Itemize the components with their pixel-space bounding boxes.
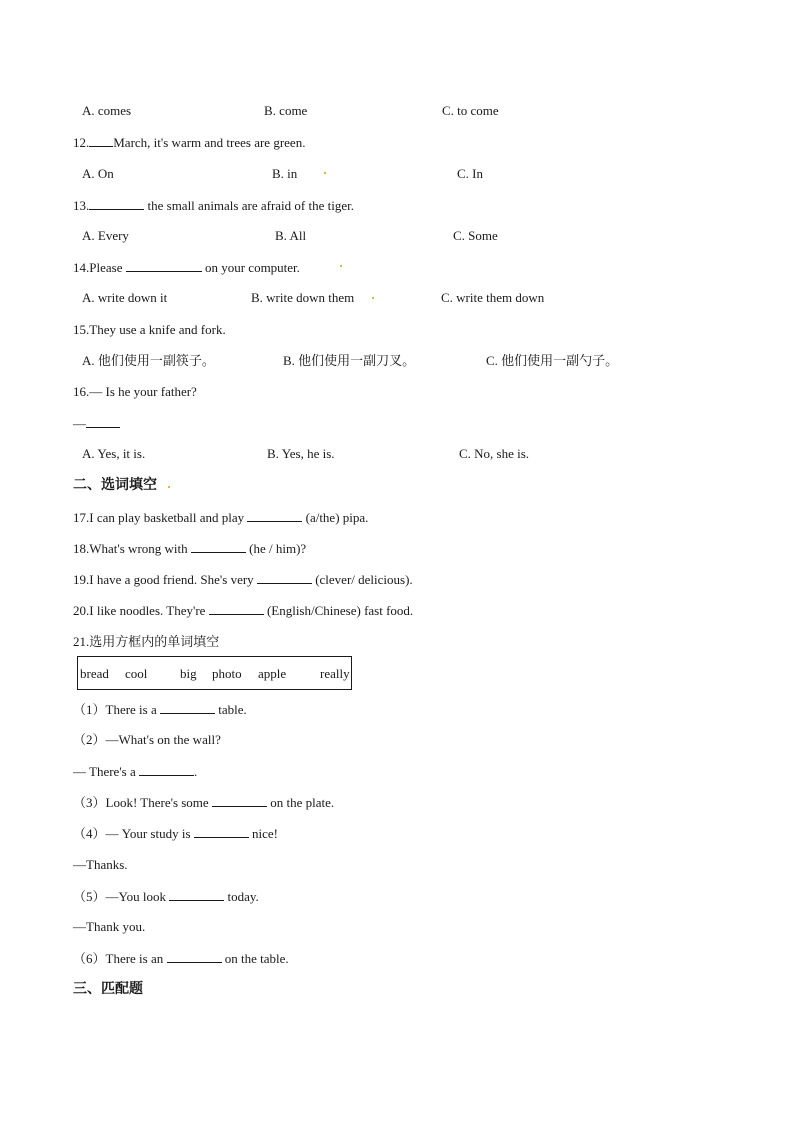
q19-question [73, 571, 413, 588]
q19-blank[interactable] [257, 571, 312, 584]
q20-prefix: 20.I like noodles. They're [73, 603, 209, 618]
q16-option-b: B. Yes, he is. [267, 446, 335, 461]
word-big: big [180, 666, 197, 681]
q12-options [82, 166, 722, 182]
q16-question: 16.— Is he your father? [73, 384, 197, 399]
q14-option-b: B. write down them [251, 290, 355, 305]
q13-option-b: B. All [275, 228, 307, 243]
q20-suffix: (English/Chinese) fast food. [263, 603, 414, 618]
q21-sub6-prefix: （6）There is an [73, 951, 167, 966]
q17-prefix: 17.I can play basketball and play [73, 510, 248, 525]
q11-option-c: C. to come [442, 103, 499, 118]
q19-suffix: (clever/ delicious). [311, 572, 413, 587]
q17-blank[interactable] [247, 509, 302, 522]
q15-options [82, 353, 722, 369]
q15-option-a: A. 他们使用一副筷子。 [82, 353, 215, 368]
q21-sub3-blank[interactable] [212, 794, 267, 807]
q16-answer-line [73, 415, 120, 432]
q18-prefix: 18.What's wrong with [73, 541, 191, 556]
q21-sub6-suffix: on the table. [221, 951, 289, 966]
q21-sub6-blank[interactable] [167, 950, 222, 963]
q21-sub1 [73, 701, 247, 718]
word-really: really [320, 666, 350, 681]
q21-sub1-prefix: （1）There is a [73, 702, 161, 717]
q21-sub1-blank[interactable] [160, 701, 215, 714]
q11-options [82, 103, 722, 119]
q18-question [73, 540, 306, 557]
q12-text: March, it's warm and trees are green. [113, 135, 306, 150]
q21-sub5-suffix: today. [224, 889, 259, 904]
q16-answer-dash: — [73, 416, 86, 431]
yellow-dot-mark [168, 486, 170, 488]
word-box [77, 656, 352, 690]
q16-options [82, 446, 722, 462]
q21-sub5-reply: —Thank you. [73, 919, 146, 934]
q16-option-a: A. Yes, it is. [82, 446, 146, 461]
q14-options [82, 290, 722, 306]
q14-option-c: C. write them down [441, 290, 545, 305]
word-cool: cool [125, 666, 148, 681]
q21-sub4-suffix: nice! [248, 826, 278, 841]
q16-blank[interactable] [86, 415, 120, 428]
yellow-dot-mark [372, 297, 374, 299]
q21-sub1-suffix: table. [215, 702, 247, 717]
q12-blank[interactable] [89, 134, 113, 147]
q14-blank[interactable] [126, 259, 202, 272]
q15-option-b: B. 他们使用一副刀叉。 [283, 353, 416, 368]
q13-options [82, 228, 722, 244]
word-photo: photo [212, 666, 242, 681]
word-bread: bread [80, 666, 109, 681]
q14-prefix: 14.Please [73, 260, 126, 275]
q13-option-a: A. Every [82, 228, 129, 243]
q21-sub2-blank[interactable] [139, 763, 194, 776]
q16-option-c: C. No, she is. [459, 446, 530, 461]
q20-blank[interactable] [209, 602, 264, 615]
q15-question: 15.They use a knife and fork. [73, 322, 226, 337]
q12-question [73, 134, 305, 151]
q21-sub2: （2）—What's on the wall? [73, 732, 221, 747]
q13-question [73, 197, 354, 214]
q20-question [73, 602, 413, 619]
q14-question [73, 259, 300, 276]
q21-title: 21.选用方框内的单词填空 [73, 634, 220, 649]
q14-option-a: A. write down it [82, 290, 168, 305]
q21-sub3 [73, 794, 334, 811]
q21-sub5-prefix: （5）—You look [73, 889, 170, 904]
q21-sub5-blank[interactable] [169, 888, 224, 901]
q21-sub4-prefix: （4）— Your study is [73, 826, 194, 841]
q21-sub5 [73, 888, 259, 905]
q21-sub3-suffix: on the plate. [266, 795, 335, 810]
q12-option-c: C. In [457, 166, 483, 181]
q12-option-a: A. On [82, 166, 114, 181]
q12-option-b: B. in [272, 166, 298, 181]
word-apple: apple [258, 666, 287, 681]
q21-sub4 [73, 825, 278, 842]
q15-option-c: C. 他们使用一副勺子。 [486, 353, 619, 368]
q13-text: the small animals are afraid of the tiger. [144, 198, 354, 213]
q17-question [73, 509, 368, 526]
section2-heading: 二、选词填空 [73, 477, 157, 493]
q17-suffix: (a/the) pipa. [302, 510, 369, 525]
section3-heading: 三、匹配题 [73, 981, 143, 997]
q11-option-a: A. comes [82, 103, 132, 118]
yellow-dot-mark [340, 265, 342, 267]
q13-blank[interactable] [89, 197, 144, 210]
q21-sub6 [73, 950, 289, 967]
q21-sub2-answer-suffix: . [194, 764, 198, 779]
q12-number: 12. [73, 135, 90, 150]
q21-sub2-answer-prefix: — There's a [73, 764, 139, 779]
q18-suffix: (he / him)? [245, 541, 307, 556]
q11-option-b: B. come [264, 103, 308, 118]
yellow-dot-mark [324, 172, 326, 174]
q19-prefix: 19.I have a good friend. She's very [73, 572, 257, 587]
q21-sub4-blank[interactable] [194, 825, 249, 838]
q13-option-c: C. Some [453, 228, 498, 243]
q21-sub4-reply: —Thanks. [73, 857, 128, 872]
q18-blank[interactable] [191, 540, 246, 553]
q21-sub3-prefix: （3）Look! There's some [73, 795, 212, 810]
q14-text: on your computer. [201, 260, 300, 275]
q21-sub2-answer [73, 763, 197, 780]
q13-number: 13. [73, 198, 90, 213]
